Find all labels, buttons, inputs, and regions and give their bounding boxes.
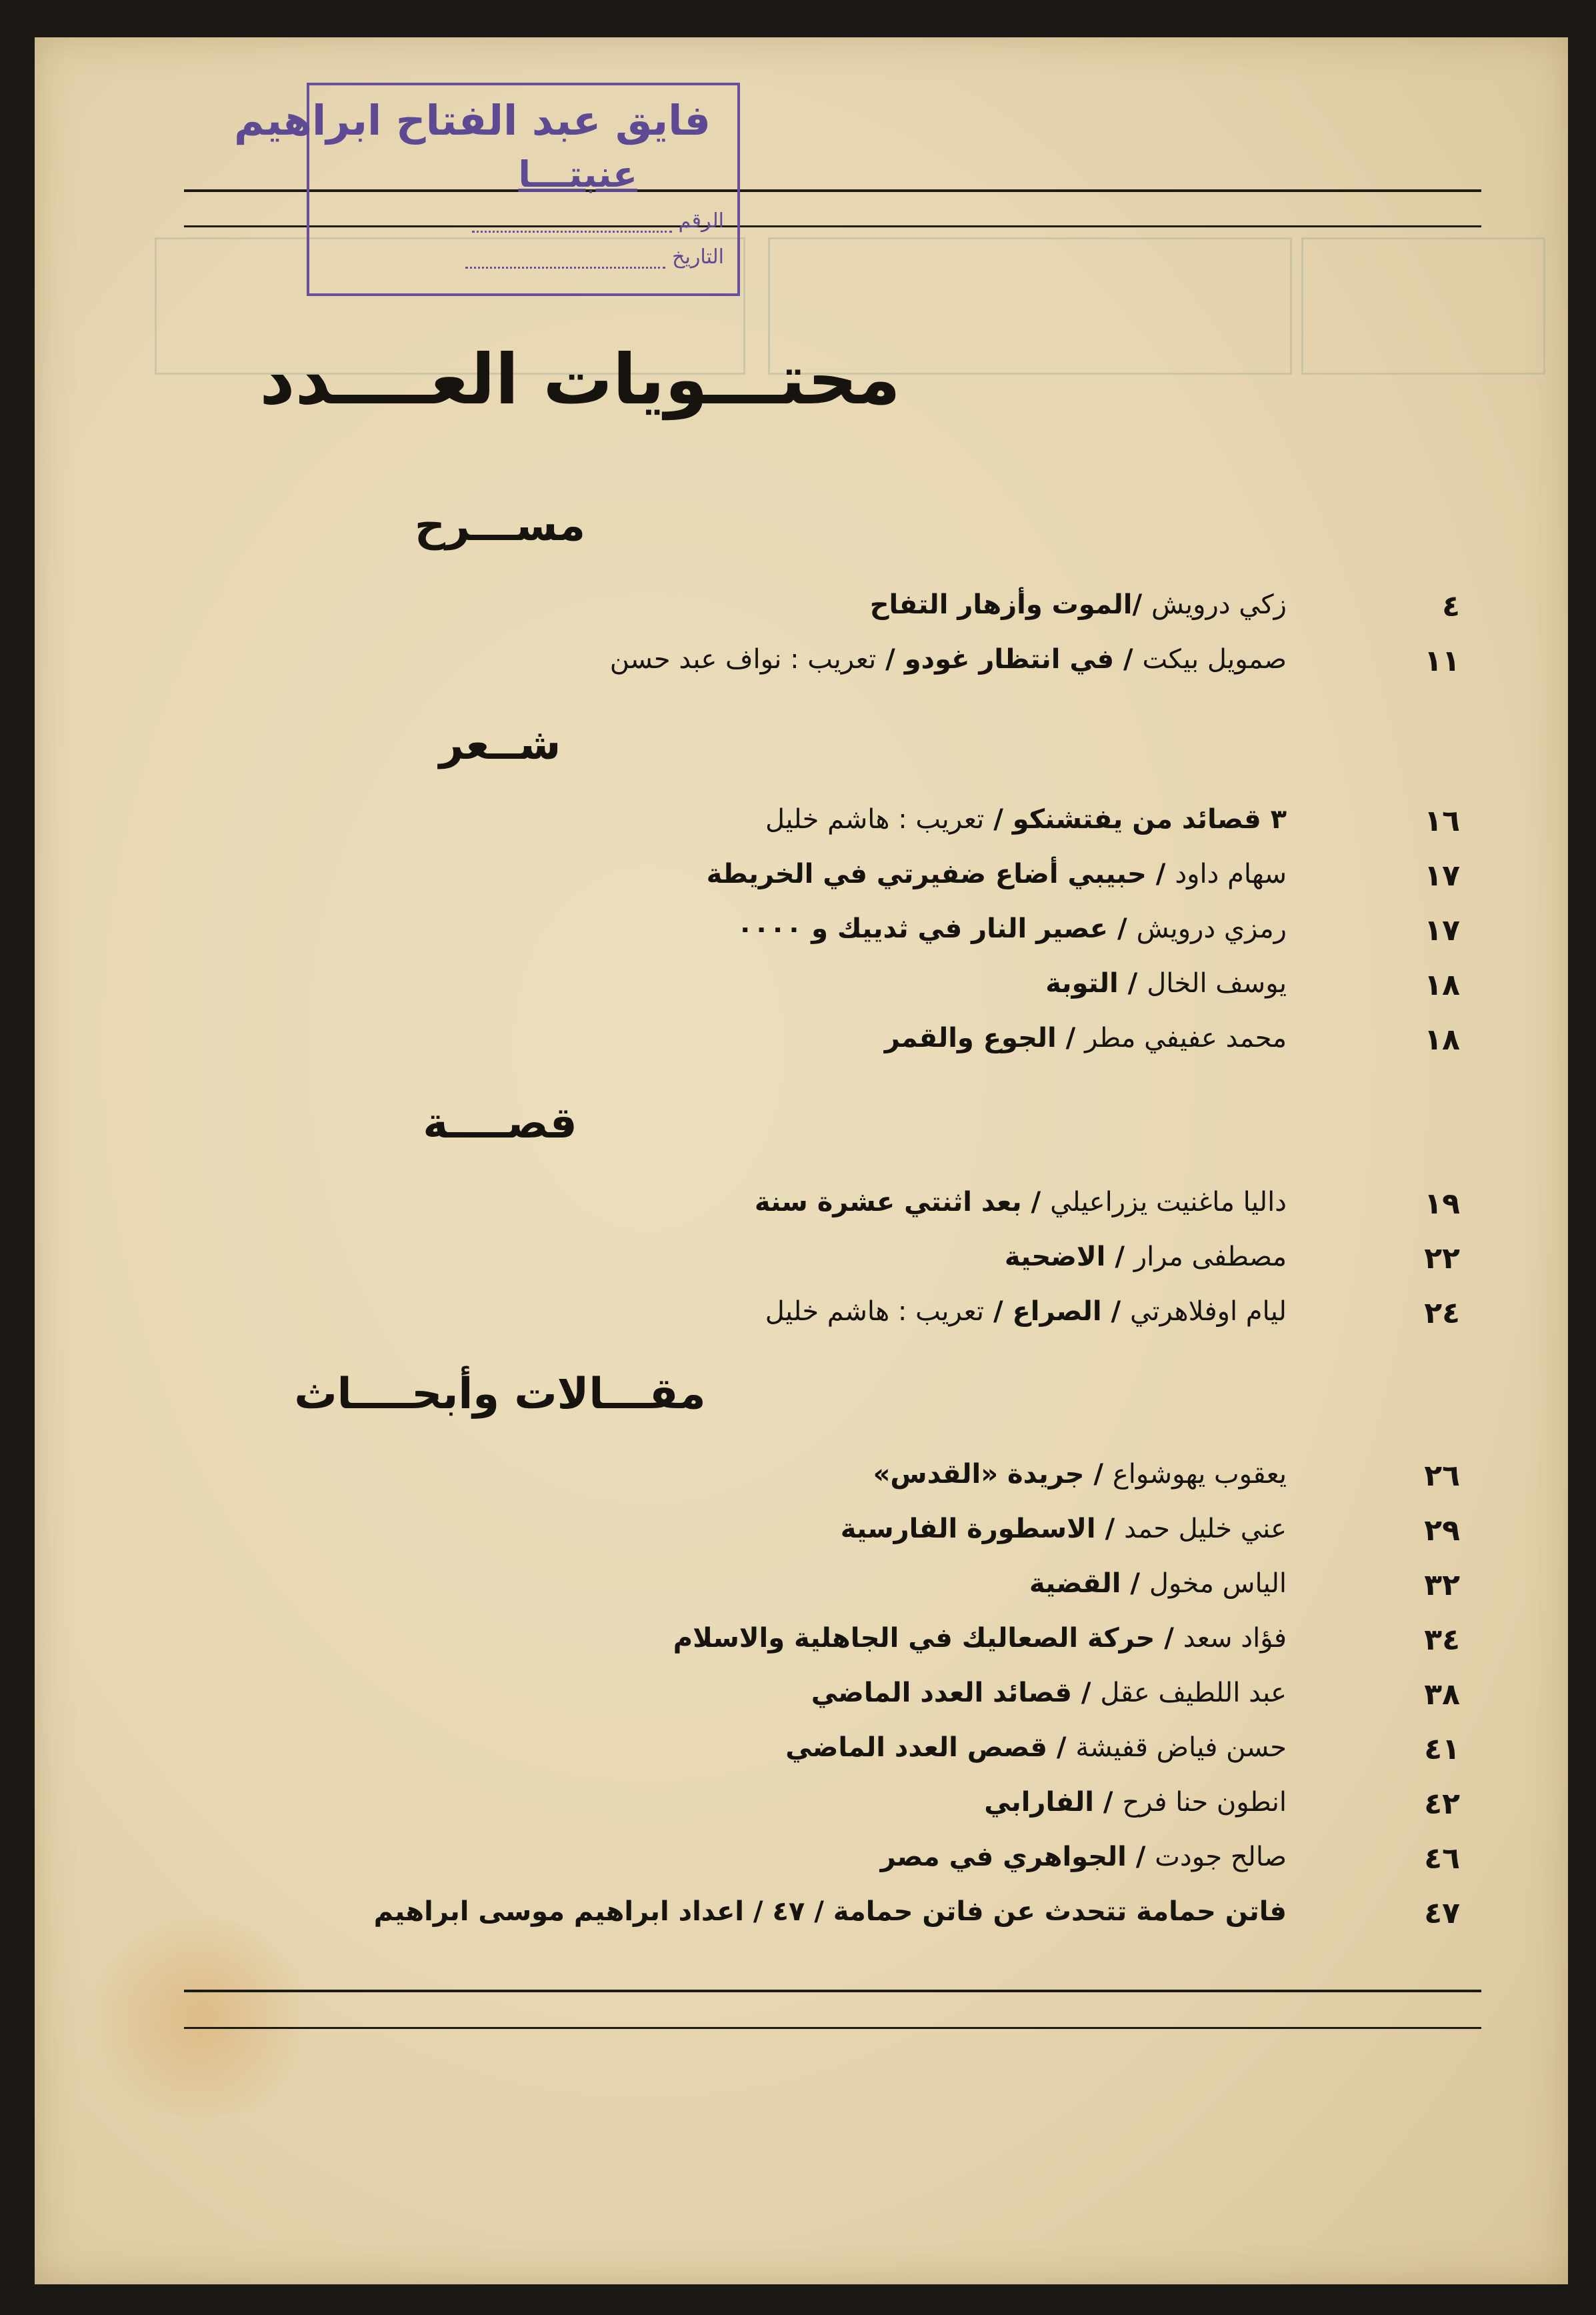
entry-title: فاتن حمامة تتحدث عن فاتن حمامة / ٤٧ / اعداد ابراهيم موسى ابراهيم xyxy=(373,1896,1287,1927)
stamp-date-field xyxy=(465,245,724,269)
toc-entry xyxy=(200,644,1460,691)
page-number: ٢٢ xyxy=(1424,1242,1460,1276)
toc-entry xyxy=(200,1896,1460,1943)
entry-text: عبد اللطيف عقل / قصائد العدد الماضي xyxy=(811,1678,1287,1708)
bottom-rule xyxy=(184,1990,1481,1992)
entry-author: فؤاد سعد xyxy=(1183,1623,1287,1654)
entry-text: فؤاد سعد / حركة الصعاليك في الجاهلية والاسلام xyxy=(673,1623,1287,1654)
entry-text: يعقوب يهوشواع / جريدة «القدس» xyxy=(873,1459,1287,1490)
entry-author: حسن فياض قفيشة xyxy=(1075,1732,1287,1763)
entry-translator: تعريب : هاشم خليل xyxy=(765,804,985,835)
entry-author: صالح جودت xyxy=(1155,1842,1287,1872)
toc-entry xyxy=(200,1296,1460,1343)
entry-text: زكي درويش /الموت وأزهار التفاح xyxy=(869,589,1287,620)
entry-title: حبيبي أضاع ضفيرتي في الخريطة xyxy=(706,859,1147,889)
page-number: ٤٦ xyxy=(1424,1842,1460,1876)
toc-entry xyxy=(200,1568,1460,1615)
entry-title: الموت وأزهار التفاح xyxy=(869,589,1133,620)
entry-text: داليا ماغنيت يزراعيلي / بعد اثنتي عشرة سنة xyxy=(754,1187,1287,1218)
bleed-through-box xyxy=(1301,237,1545,375)
entry-title: قصص العدد الماضي xyxy=(785,1732,1047,1763)
entry-title: في انتظار غودو xyxy=(904,644,1115,675)
page-number: ٤٢ xyxy=(1424,1787,1460,1821)
entry-author: عبد اللطيف عقل xyxy=(1100,1678,1287,1708)
entry-text: ليام اوفلاهرتي / الصراع / تعريب : هاشم خليل xyxy=(765,1296,1287,1327)
entry-author: الياس مخول xyxy=(1149,1568,1287,1599)
entry-author: عني خليل حمد xyxy=(1124,1514,1287,1544)
entry-author: انطون حنا فرح xyxy=(1122,1787,1287,1818)
page-number: ١٧ xyxy=(1424,913,1460,947)
toc-entry xyxy=(200,1242,1460,1288)
toc-entry xyxy=(200,913,1460,960)
entry-text: الياس مخول / القضية xyxy=(1029,1568,1287,1599)
toc-entry xyxy=(200,968,1460,1015)
entry-author: يوسف الخال xyxy=(1147,968,1287,999)
bottom-rule xyxy=(184,2027,1481,2029)
page-number: ٢٦ xyxy=(1424,1459,1460,1493)
stamp-number-field xyxy=(472,209,724,233)
entry-text: حسن فياض قفيشة / قصص العدد الماضي xyxy=(785,1732,1287,1763)
page-number: ١٦ xyxy=(1424,804,1460,838)
toc-entry xyxy=(200,1023,1460,1069)
section-heading: مســـرح xyxy=(414,501,586,551)
page-number: ٤ xyxy=(1442,589,1460,623)
toc-entry xyxy=(200,1623,1460,1670)
entry-text: ٣ قصائد من يفتشنكو / تعريب : هاشم خليل xyxy=(765,804,1287,835)
toc-entry xyxy=(200,1787,1460,1834)
page-number: ٣٨ xyxy=(1424,1678,1460,1712)
entry-text: انطون حنا فرح / الفارابي xyxy=(984,1787,1287,1818)
entry-text: سهام داود / حبيبي أضاع ضفيرتي في الخريطة xyxy=(706,859,1287,889)
entry-text xyxy=(374,1896,1287,1927)
page-number: ١٨ xyxy=(1424,968,1460,1002)
water-stain xyxy=(81,1918,321,2118)
entry-author: ليام اوفلاهرتي xyxy=(1130,1296,1287,1327)
entry-author: سهام داود xyxy=(1175,859,1287,889)
toc-entry xyxy=(200,1187,1460,1234)
page-number: ١٩ xyxy=(1424,1187,1460,1221)
entry-author: محمد عفيفي مطر xyxy=(1085,1023,1287,1053)
entry-text: صالح جودت / الجواهري في مصر xyxy=(880,1842,1287,1872)
entry-title: قصائد العدد الماضي xyxy=(811,1678,1072,1708)
toc-entry xyxy=(200,1678,1460,1724)
toc-entry xyxy=(200,1514,1460,1560)
entry-title: الصراع xyxy=(1012,1296,1102,1327)
stamp-date-label: التاريخ xyxy=(672,245,724,269)
page-number: ٤٧ xyxy=(1424,1896,1460,1930)
entry-text: محمد عفيفي مطر / الجوع والقمر xyxy=(884,1023,1287,1053)
page-number: ٣٤ xyxy=(1424,1623,1460,1657)
section-heading: مقـــالات وأبحــــاث xyxy=(294,1370,706,1419)
entry-author: رمزي درويش xyxy=(1136,913,1287,944)
toc-entry xyxy=(200,1732,1460,1779)
entry-author: مصطفى مرار xyxy=(1133,1242,1287,1272)
entry-title: جريدة «القدس» xyxy=(873,1459,1085,1490)
entry-title: التوبة xyxy=(1045,968,1119,999)
section-heading: قصــــة xyxy=(423,1099,577,1148)
page-number: ١١ xyxy=(1424,644,1460,678)
entry-title: عصير النار في ثدييك و ٠٠٠٠ xyxy=(737,913,1109,944)
page-number: ٤١ xyxy=(1424,1732,1460,1766)
entry-text: رمزي درويش / عصير النار في ثدييك و ٠٠٠٠ xyxy=(737,913,1287,944)
owner-stamp xyxy=(234,83,740,296)
stamp-number-label: الرقم xyxy=(678,209,724,233)
entry-translator: تعريب : نواف عبد حسن xyxy=(609,644,877,675)
entry-text: عني خليل حمد / الاسطورة الفارسية xyxy=(840,1514,1287,1544)
page-number: ١٨ xyxy=(1424,1023,1460,1057)
page-number: ٢٩ xyxy=(1424,1514,1460,1548)
stamp-number-line xyxy=(472,231,672,233)
page-number: ٣٢ xyxy=(1424,1568,1460,1602)
entry-author: زكي درويش xyxy=(1151,589,1287,620)
entry-title: ٣ قصائد من يفتشنكو xyxy=(1012,804,1287,835)
entry-title: الجواهري في مصر xyxy=(880,1842,1127,1872)
page-title: محتـــويات العــــدد xyxy=(259,339,901,420)
entry-author: داليا ماغنيت يزراعيلي xyxy=(1050,1187,1287,1218)
entry-author: صمويل بيكت xyxy=(1142,644,1287,675)
toc-entry xyxy=(200,859,1460,905)
page-number: ٢٤ xyxy=(1424,1296,1460,1330)
toc-entry xyxy=(200,1842,1460,1888)
toc-entry xyxy=(200,1459,1460,1506)
entry-title: الاسطورة الفارسية xyxy=(840,1514,1096,1544)
toc-entry xyxy=(200,589,1460,636)
entry-title: الاضحية xyxy=(1004,1242,1106,1272)
entry-text: يوسف الخال / التوبة xyxy=(1045,968,1287,999)
entry-title: حركة الصعاليك في الجاهلية والاسلام xyxy=(673,1623,1155,1654)
stamp-owner-name: فايق عبد الفتاح ابراهيم xyxy=(234,96,711,145)
entry-title: القضية xyxy=(1029,1568,1121,1599)
page-number: ١٧ xyxy=(1424,859,1460,893)
entry-title: بعد اثنتي عشرة سنة xyxy=(754,1187,1022,1218)
section-heading: شــعر xyxy=(439,720,561,769)
entry-title: الجوع والقمر xyxy=(884,1023,1057,1053)
entry-author: يعقوب يهوشواع xyxy=(1112,1459,1287,1490)
toc-entry xyxy=(200,804,1460,851)
stamp-date-line xyxy=(465,267,665,269)
stamp-town: عنبتـــا xyxy=(518,153,637,195)
entry-title: الفارابي xyxy=(984,1787,1094,1818)
entry-text: مصطفى مرار / الاضحية xyxy=(1004,1242,1287,1272)
entry-translator: تعريب : هاشم خليل xyxy=(765,1296,985,1327)
entry-text: صمويل بيكت / في انتظار غودو / تعريب : نواف عبد حسن xyxy=(609,644,1287,675)
